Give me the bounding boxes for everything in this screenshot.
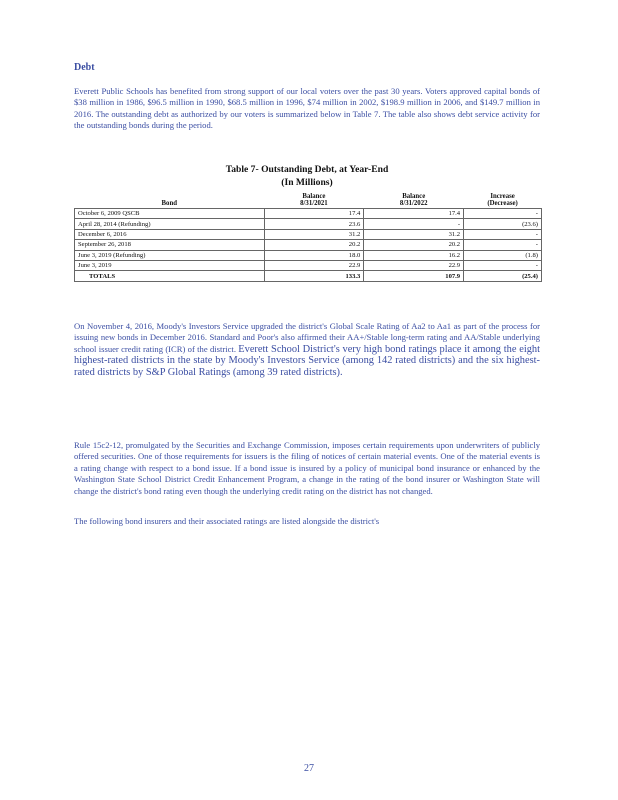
bond-name: October 6, 2009 QSCB	[75, 209, 265, 219]
balance-2022-column-header: Balance 8/31/2022	[364, 192, 464, 209]
section-heading: Debt	[74, 62, 95, 73]
table-row	[75, 219, 542, 229]
bond-name: April 28, 2014 (Refunding)	[75, 219, 265, 229]
bond-name: June 3, 2019	[75, 260, 265, 270]
table-total-row	[75, 271, 542, 281]
balance-2021: 20.2	[264, 240, 364, 250]
bond-rating-paragraph	[74, 321, 540, 378]
balance-change: -	[464, 229, 542, 239]
total-2022: 107.9	[364, 271, 464, 281]
table-row	[75, 260, 542, 270]
balance-2021-column-header: Balance 8/31/2021	[264, 192, 364, 209]
outstanding-debt-table	[74, 192, 542, 282]
table-title: Table 7- Outstanding Debt, at Year-End	[225, 164, 389, 175]
table-header-row	[75, 192, 542, 209]
totals-label: TOTALS	[75, 271, 265, 281]
rating-upgrade-text: On November 4, 2016, Moody's Investors Service upgraded the district's Global Scale Rating of Aa2 to Aa1 as part of the process for issuing new bonds in December 2016. Standard and Poor's also affirmed their AA+/Stable long-term rating and AA/Stable underlying school issuer credit rating (ICR) of the district.	[74, 321, 540, 354]
table-subtitle: (In Millions)	[281, 177, 333, 188]
balance-2022: -	[364, 219, 464, 229]
balance-2022: 17.4	[364, 209, 464, 219]
rating-ranking-text: Everett School District's very high bond ratings place it among the eight highest-rated districts in the state by Moody's Investors Service (among 142 rated districts) and the six highest-rated districts by S&P Global Ratings (among 39 rated districts).	[74, 343, 540, 378]
page-number: 27	[304, 763, 314, 774]
balance-change: -	[464, 240, 542, 250]
balance-change: -	[464, 209, 542, 219]
balance-2021: 23.6	[264, 219, 364, 229]
bond-name: December 6, 2016	[75, 229, 265, 239]
total-change: (25.4)	[464, 271, 542, 281]
balance-2022: 22.9	[364, 260, 464, 270]
balance-2021: 31.2	[264, 229, 364, 239]
balance-2022: 20.2	[364, 240, 464, 250]
balance-change: (23.6)	[464, 219, 542, 229]
balance-2021: 18.0	[264, 250, 364, 260]
table-row	[75, 250, 542, 260]
change-column-header: Increase (Decrease)	[464, 192, 542, 209]
table-row	[75, 229, 542, 239]
table-row	[75, 209, 542, 219]
balance-2021: 22.9	[264, 260, 364, 270]
balance-change: (1.8)	[464, 250, 542, 260]
debt-intro-paragraph: Everett Public Schools has benefited from strong support of our local voters over the past 30 years. Voters approved capital bonds of $38 million in 1986, $96.5 million in 1990, $68.5 million in 1996, $74 million in 2002, $198.9 million in 2006, and $149.7 million in 2016. The outstanding debt as authorized by our voters is summarized below in Table 7. The table also shows debt service activity for the outstanding bonds during the period.	[74, 86, 540, 131]
rule-15c2-12-paragraph: Rule 15c2-12, promulgated by the Securities and Exchange Commission, imposes certain requirements upon underwriters of publicly offered securities. One of those requirements for issuers is the filing of notices of certain material events. One of the material events is a rating change with respect to a bond issue. If a bond issue is insured by a policy of municipal bond insurance or enhanced by the Washington State School District Credit Enhancement Program, a change in the rating of the bond insurer or Washington State will change the district's bond rating even though the underlying credit rating on the district has not changed.	[74, 440, 540, 496]
bond-name: September 26, 2018	[75, 240, 265, 250]
balance-2022: 31.2	[364, 229, 464, 239]
balance-change: -	[464, 260, 542, 270]
bond-name: June 3, 2019 (Refunding)	[75, 250, 265, 260]
bond-insurers-paragraph: The following bond insurers and their associated ratings are listed alongside the district's	[74, 516, 380, 526]
balance-2021: 17.4	[264, 209, 364, 219]
bond-column-header: Bond	[75, 192, 265, 209]
balance-2022: 16.2	[364, 250, 464, 260]
total-2021: 133.3	[264, 271, 364, 281]
table-row	[75, 240, 542, 250]
